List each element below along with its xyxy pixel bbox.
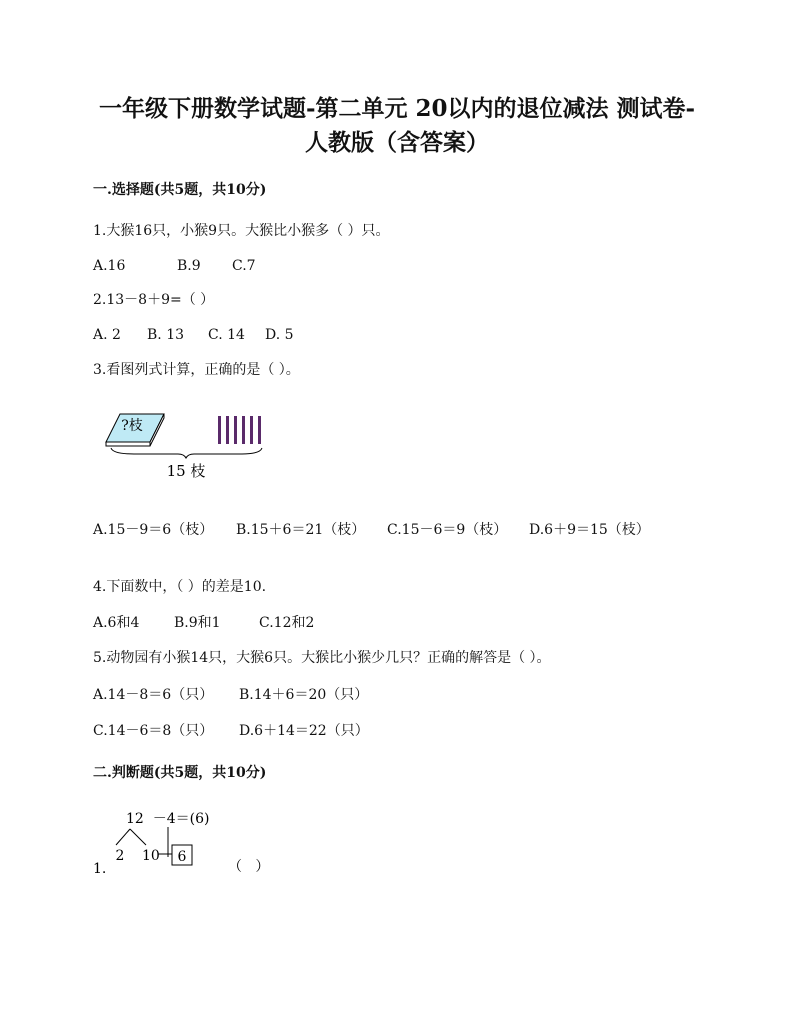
j1-right-part: 10 — [142, 848, 160, 864]
section-2-heading: 二.判断题(共5题，共10分) — [93, 765, 267, 781]
q5-option-c[interactable]: C.14－6＝8（只） — [93, 723, 214, 739]
q5-text: 5.动物园有小猴14只，大猴6只。大猴比小猴少几只？正确的解答是（ ）。 — [93, 650, 551, 666]
q4-option-b[interactable]: B.9和1 — [174, 615, 221, 631]
q2-option-d[interactable]: D. 5 — [265, 327, 294, 343]
total-label: 15 枝 — [166, 462, 206, 480]
j1-equation: 12 －4＝(6) — [126, 811, 210, 827]
q2-option-a[interactable]: A. 2 — [93, 327, 121, 343]
q1-option-b[interactable]: B.9 — [177, 258, 201, 274]
title-line-2: 人教版（含答案） — [305, 129, 489, 156]
q4-option-a[interactable]: A.6和4 — [93, 615, 140, 631]
q1-options — [93, 256, 256, 276]
q2-options — [93, 325, 294, 345]
q3-options — [93, 520, 650, 540]
q3-figure — [94, 404, 274, 484]
stick — [226, 416, 229, 444]
q3-option-b[interactable]: B.15＋6＝21（枝） — [236, 522, 366, 538]
stick — [234, 416, 237, 444]
q5-option-d[interactable]: D.6＋14＝22（只） — [239, 723, 369, 739]
q1-option-c[interactable]: C.7 — [232, 258, 256, 274]
pencil-box-front — [106, 442, 150, 446]
q5-options-row-2 — [93, 721, 369, 741]
q5-option-a[interactable]: A.14－8＝6（只） — [93, 687, 214, 703]
sticks-group — [218, 416, 261, 444]
q2-option-c[interactable]: C. 14 — [208, 327, 245, 343]
split-line-right — [130, 829, 146, 845]
stick — [250, 416, 253, 444]
q1-text: 1.大猴16只，小猴9只。大猴比小猴多（ ）只。 — [93, 223, 390, 239]
j1-left-part: 2 — [115, 848, 125, 864]
q4-option-c[interactable]: C.12和2 — [259, 615, 315, 631]
q5-option-b[interactable]: B.14＋6＝20（只） — [239, 687, 369, 703]
split-line-left — [116, 829, 130, 845]
stick — [242, 416, 245, 444]
section-1-heading: 一.选择题(共5题，共10分) — [93, 182, 267, 198]
q4-text: 4.下面数中，（ ）的差是10. — [93, 579, 267, 595]
q4-options — [93, 613, 314, 633]
total-brace — [111, 448, 262, 458]
j1-bracket[interactable]: （ ） — [228, 859, 270, 875]
j1-number: 1. — [93, 861, 107, 877]
q2-option-b[interactable]: B. 13 — [147, 327, 185, 343]
stick — [218, 416, 221, 444]
q3-option-c[interactable]: C.15－6＝9（枝） — [387, 522, 508, 538]
q3-option-d[interactable]: D.6＋9＝15（枝） — [529, 522, 650, 538]
box-label: ?枝 — [121, 418, 143, 434]
j1-figure — [92, 805, 282, 877]
title-line-1: 一年级下册数学试题-第二单元 20以内的退位减法 测试卷- — [98, 95, 696, 122]
q2-text: 2.13－8＋9=（ ） — [93, 292, 215, 308]
page-title — [80, 92, 714, 160]
j1-box-value: 6 — [177, 849, 187, 865]
q3-text: 3.看图列式计算，正确的是（ ）。 — [93, 362, 300, 378]
stick — [258, 416, 261, 444]
q5-options-row-1 — [93, 685, 368, 705]
q3-option-a[interactable]: A.15－9＝6（枝） — [93, 522, 214, 538]
q1-option-a[interactable]: A.16 — [93, 258, 126, 274]
